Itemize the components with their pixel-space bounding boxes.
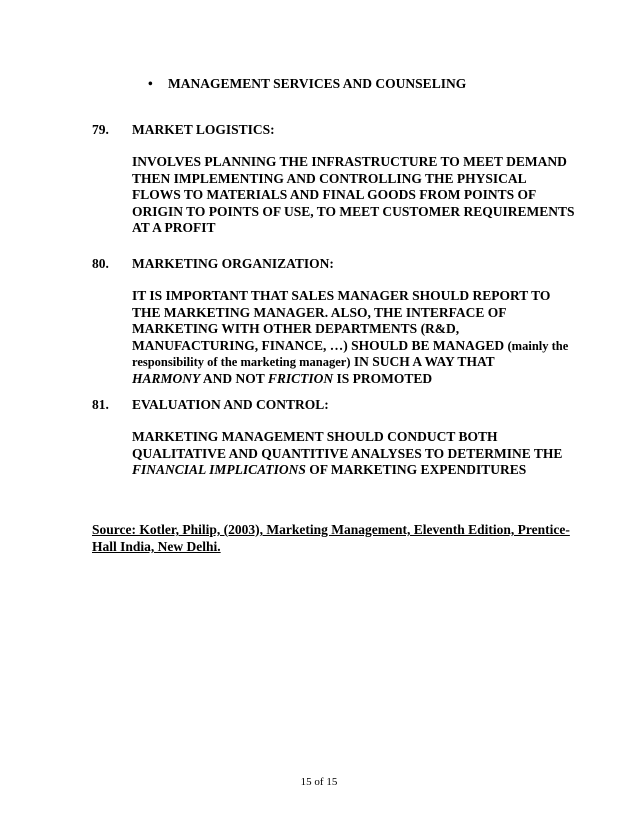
bullet-dot: • <box>148 76 153 91</box>
emphasis-friction: FRICTION <box>267 370 334 386</box>
section-number: 80. <box>92 256 109 271</box>
section-79 <box>92 121 575 237</box>
source-line: Hall India, New Delhi. <box>92 539 221 554</box>
body-line: THE MARKETING MANAGER. ALSO, THE INTERFACE OF <box>132 304 507 320</box>
body-line: ORIGIN TO POINTS OF USE, TO MEET CUSTOMER REQUIREMENTS <box>132 203 575 219</box>
section-heading <box>92 121 562 138</box>
body-text: IN SUCH A WAY THAT <box>350 354 495 369</box>
section-heading <box>92 396 562 413</box>
bullet-text: MANAGEMENT SERVICES AND COUNSELING <box>168 76 467 91</box>
body-line: QUALITATIVE AND QUANTITIVE ANALYSES TO DETERMINE THE <box>132 445 563 461</box>
section-80 <box>92 255 569 387</box>
bullet-item <box>148 76 466 92</box>
source-citation <box>92 521 570 555</box>
source-line <box>92 521 570 538</box>
section-title: MARKETING ORGANIZATION: <box>132 256 334 271</box>
body-text: OF MARKETING EXPENDITURES <box>305 462 527 477</box>
body-line: MARKETING MANAGEMENT SHOULD CONDUCT BOTH <box>132 429 498 444</box>
body-line: AT A PROFIT <box>132 220 216 235</box>
section-title: EVALUATION AND CONTROL: <box>132 397 329 412</box>
emphasis-financial-implications: FINANCIAL IMPLICATIONS <box>132 462 306 477</box>
source-colon: : <box>131 522 136 537</box>
body-line-mixed <box>132 354 562 371</box>
body-text: MANUFACTURING, FINANCE, …) SHOULD BE MANAGED <box>132 337 508 353</box>
body-line-mixed <box>132 462 562 479</box>
body-line: IT IS IMPORTANT THAT SALES MANAGER SHOULD REPORT TO <box>132 288 551 303</box>
section-81 <box>92 396 562 479</box>
body-line-mixed <box>132 371 562 388</box>
body-text: AND NOT <box>200 370 268 386</box>
body-line: FLOWS TO MATERIALS AND FINAL GOODS FROM POINTS OF <box>132 187 537 202</box>
source-reference: Kotler, Philip, (2003), Marketing Management, Eleventh Edition, Prentice- <box>136 522 570 537</box>
page-number: 15 of 15 <box>300 776 338 788</box>
source-label: Source <box>92 522 132 537</box>
section-title: MARKET LOGISTICS: <box>132 122 275 137</box>
body-line-mixed <box>132 337 569 355</box>
body-text-small: responsibility of the marketing manager) <box>132 355 351 369</box>
emphasis-harmony: HARMONY <box>132 370 201 386</box>
section-heading <box>92 255 562 272</box>
section-body <box>132 288 569 387</box>
body-line: MARKETING WITH OTHER DEPARTMENTS (R&D, <box>132 321 460 336</box>
section-body <box>132 154 575 237</box>
body-text-small: (mainly the <box>507 338 569 353</box>
body-line: INVOLVES PLANNING THE INFRASTRUCTURE TO MEET DEMAND <box>132 154 567 169</box>
body-line: THEN IMPLEMENTING AND CONTROLLING THE PHYSICAL <box>132 170 527 186</box>
section-body <box>132 429 562 479</box>
body-text: IS PROMOTED <box>333 370 433 386</box>
section-number: 81. <box>92 397 109 412</box>
section-number: 79. <box>92 122 109 137</box>
